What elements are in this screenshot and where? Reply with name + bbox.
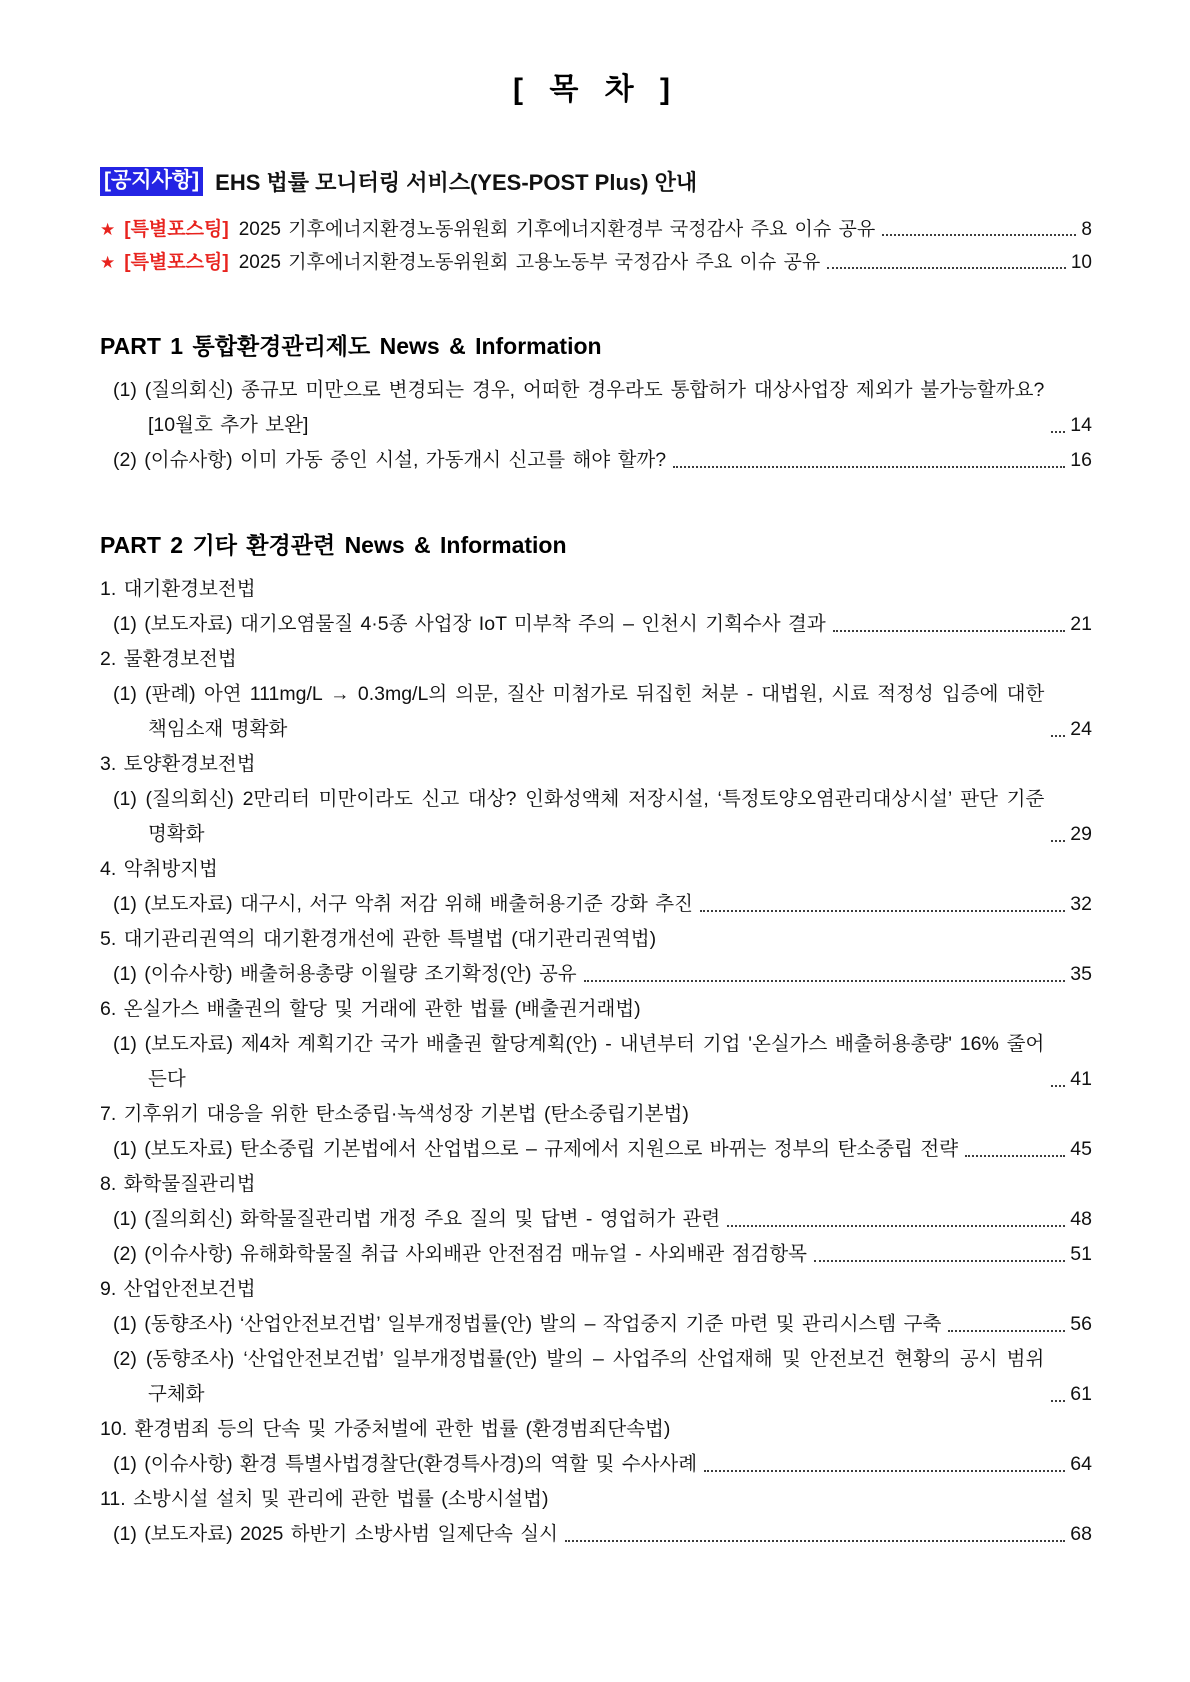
entry-text: (1) (보도자료) 대기오염물질 4·5종 사업장 IoT 미부착 주의 – 인천시 기획수사 결과	[113, 613, 826, 635]
section-title: 2. 물환경보전법	[100, 648, 237, 670]
special-posting-row	[100, 246, 1092, 279]
toc-entry	[113, 443, 1092, 478]
page-number: 8	[1081, 219, 1092, 240]
notice-badge: [공지사항]	[100, 167, 203, 196]
leader-dots	[814, 1260, 1065, 1262]
entry-text: (2) (이슈사항) 유해화학물질 취급 사외배관 안전점검 매뉴얼 - 사외배관 점검항목	[113, 1243, 808, 1265]
section-title: 6. 온실가스 배출권의 할당 및 거래에 관한 법률 (배출권거래법)	[100, 998, 641, 1020]
toc-entry	[113, 957, 1092, 992]
entry-text: (1) (이슈사항) 환경 특별사법경찰단(환경특사경)의 역할 및 수사사례	[113, 1453, 698, 1475]
leader-dots	[1051, 1085, 1065, 1087]
special-posting-list	[100, 213, 1092, 279]
entry-text: (1) (질의회신) 종규모 미만으로 변경되는 경우, 어떠한 경우라도 통합허가 대상사업장 제외가 불가능할까요? [10월호 추가 보완]	[113, 379, 1045, 436]
special-posting-row	[100, 213, 1092, 246]
entry-text: (2) (동향조사) ‘산업안전보건법’ 일부개정법률(안) 발의 – 사업주의 산업재해 및 안전보건 현황의 공시 범위 구체화	[113, 1348, 1045, 1405]
section-title: 10. 환경범죄 등의 단속 및 가중처벌에 관한 법률 (환경범죄단속법)	[100, 1418, 671, 1440]
leader-dots	[833, 630, 1066, 632]
toc-entry	[113, 782, 1092, 852]
page-title: [ 목 차 ]	[513, 73, 679, 106]
page-number: 21	[1070, 613, 1092, 635]
page-number: 64	[1070, 1453, 1092, 1475]
posting-tag: [특별포스팅]	[124, 252, 229, 273]
page-number: 29	[1070, 823, 1092, 845]
page-number: 14	[1070, 414, 1092, 436]
toc-entry	[113, 1027, 1092, 1097]
toc-entry	[113, 1202, 1092, 1237]
section-title: 1. 대기환경보전법	[100, 578, 256, 600]
part-block	[100, 527, 1092, 1552]
notice-line	[100, 166, 1092, 197]
leader-dots	[673, 466, 1065, 468]
toc-entry	[113, 677, 1092, 747]
entry-text: (1) (질의회신) 화학물질관리법 개정 주요 질의 및 답변 - 영업허가 관련	[113, 1208, 721, 1230]
posting-text: 2025 기후에너지환경노동위원회 고용노동부 국정감사 주요 이슈 공유	[238, 252, 821, 273]
toc-entry	[113, 1342, 1092, 1412]
section-title: 7. 기후위기 대응을 위한 탄소중립·녹색성장 기본법 (탄소중립기본법)	[100, 1103, 689, 1125]
entry-text: (1) (판례) 아연 111mg/L → 0.3mg/L의 의문, 질산 미첨가로 뒤집힌 처분 - 대법원, 시료 적정성 입증에 대한 책임소재 명확화	[113, 683, 1045, 740]
leader-dots	[727, 1225, 1065, 1227]
section-title: 8. 화학물질관리법	[100, 1173, 256, 1195]
toc-entry	[113, 1447, 1092, 1482]
part-heading: PART 2 기타 환경관련 News & Information	[100, 532, 567, 558]
leader-dots	[948, 1330, 1065, 1332]
star-icon: ★	[100, 220, 116, 239]
leader-dots	[1051, 735, 1065, 737]
section-title: 4. 악취방지법	[100, 858, 218, 880]
page-number: 41	[1070, 1068, 1092, 1090]
page-number: 51	[1070, 1243, 1092, 1265]
posting-tag: [특별포스팅]	[124, 219, 229, 240]
parts-container	[100, 328, 1092, 1552]
leader-dots	[584, 980, 1066, 982]
page-number: 10	[1070, 252, 1092, 273]
leader-dots	[965, 1155, 1065, 1157]
page-number: 24	[1070, 718, 1092, 740]
leader-dots	[1051, 1400, 1065, 1402]
toc-entry	[113, 887, 1092, 922]
section-title: 3. 토양환경보전법	[100, 753, 256, 775]
page-number: 32	[1070, 893, 1092, 915]
page-number: 56	[1070, 1313, 1092, 1335]
toc-entry	[113, 1237, 1092, 1272]
leader-dots	[704, 1470, 1065, 1472]
entry-text: (1) (동향조사) ‘산업안전보건법’ 일부개정법률(안) 발의 – 작업중지 기준 마련 및 관리시스템 구축	[113, 1313, 942, 1335]
leader-dots	[882, 234, 1076, 236]
entry-text: (1) (보도자료) 제4차 계획기간 국가 배출권 할당계획(안) - 내년부터 기업 '온실가스 배출허용총량' 16% 줄어든다	[113, 1033, 1045, 1090]
toc-entry	[113, 1132, 1092, 1167]
entry-text: (1) (보도자료) 대구시, 서구 악취 저감 위해 배출허용기준 강화 추진	[113, 893, 693, 915]
entry-text: (1) (보도자료) 탄소중립 기본법에서 산업법으로 – 규제에서 지원으로 바뀌는 정부의 탄소중립 전략	[113, 1138, 959, 1160]
page-number: 45	[1070, 1138, 1092, 1160]
posting-text: 2025 기후에너지환경노동위원회 기후에너지환경부 국정감사 주요 이슈 공유	[238, 219, 876, 240]
leader-dots	[700, 910, 1065, 912]
toc-entry	[113, 607, 1092, 642]
page-number: 16	[1070, 449, 1092, 471]
toc-entry	[113, 1517, 1092, 1552]
leader-dots	[1051, 840, 1065, 842]
leader-dots	[827, 267, 1066, 269]
page-number: 35	[1070, 963, 1092, 985]
leader-dots	[1051, 431, 1065, 433]
toc-entry	[113, 1307, 1092, 1342]
page-number: 61	[1070, 1383, 1092, 1405]
part-block	[100, 328, 1092, 478]
section-title: 9. 산업안전보건법	[100, 1278, 256, 1300]
section-title: 11. 소방시설 설치 및 관리에 관한 법률 (소방시설법)	[100, 1488, 549, 1510]
notice-title: EHS 법률 모니터링 서비스(YES-POST Plus) 안내	[215, 170, 698, 195]
star-icon: ★	[100, 253, 116, 272]
entry-text: (1) (질의회신) 2만리터 미만이라도 신고 대상? 인화성액체 저장시설, ‘특정토양오염관리대상시설’ 판단 기준 명확화	[113, 788, 1045, 845]
entry-text: (2) (이슈사항) 이미 가동 중인 시설, 가동개시 신고를 해야 할까?	[113, 449, 667, 471]
section-title: 5. 대기관리권역의 대기환경개선에 관한 특별법 (대기관리권역법)	[100, 928, 657, 950]
page-number: 68	[1070, 1523, 1092, 1545]
part-heading: PART 1 통합환경관리제도 News & Information	[100, 333, 602, 359]
leader-dots	[565, 1540, 1065, 1542]
entry-text: (1) (이슈사항) 배출허용총량 이월량 조기확정(안) 공유	[113, 963, 577, 985]
toc-entry	[113, 373, 1092, 443]
page-number: 48	[1070, 1208, 1092, 1230]
entry-text: (1) (보도자료) 2025 하반기 소방사범 일제단속 실시	[113, 1523, 558, 1545]
